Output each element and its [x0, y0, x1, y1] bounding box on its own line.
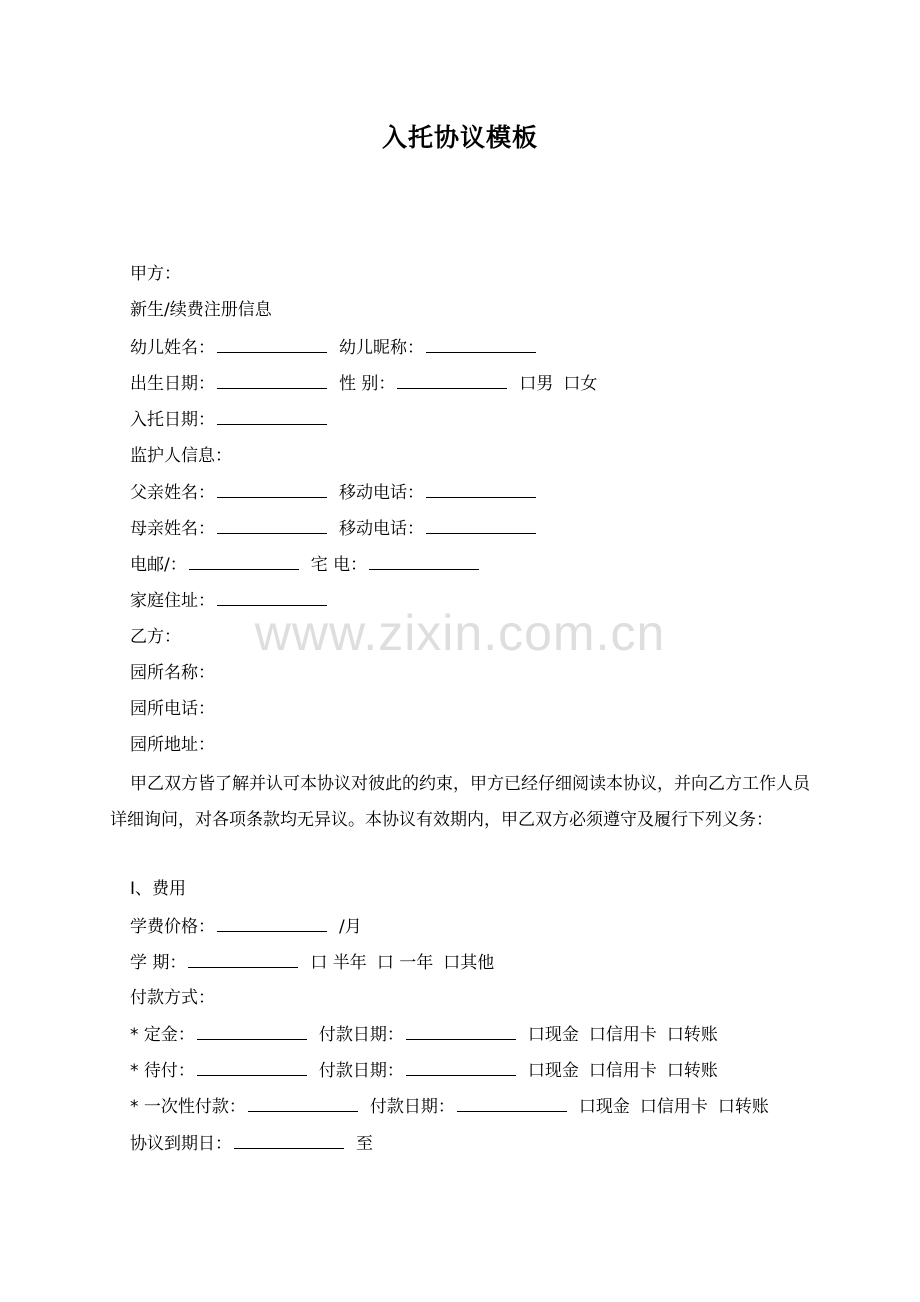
deposit-payment-date-label: 付款日期： — [318, 1025, 404, 1045]
child-name-line — [130, 335, 538, 359]
expiry-field[interactable] — [234, 1131, 344, 1149]
to-label: 至 — [356, 1134, 373, 1154]
child-name-label: 幼儿姓名： — [130, 338, 215, 358]
pending-credit-card-checkbox[interactable]: 口信用卡 — [588, 1061, 657, 1081]
deposit-credit-card-checkbox[interactable]: 口信用卡 — [588, 1025, 657, 1045]
deposit-field[interactable] — [197, 1022, 307, 1040]
birth-date-field[interactable] — [217, 371, 327, 389]
deposit-payment-date-field[interactable] — [406, 1022, 516, 1040]
home-phone-label: 宅 电： — [310, 555, 368, 575]
father-mobile-field[interactable] — [426, 480, 536, 498]
term-line — [130, 950, 494, 974]
child-nickname-label: 幼儿昵称： — [339, 338, 424, 358]
party-a-label: 甲方： — [130, 264, 181, 284]
email-field[interactable] — [189, 552, 299, 570]
lump-sum-cash-checkbox[interactable]: 口现金 — [578, 1097, 630, 1117]
registration-info-heading: 新生/续费注册信息 — [130, 300, 272, 320]
lump-sum-line — [130, 1094, 769, 1118]
father-name-label: 父亲姓名： — [130, 483, 215, 503]
registration-line — [130, 298, 272, 322]
father-line — [130, 480, 538, 504]
child-nickname-field[interactable] — [426, 335, 536, 353]
watermark: www.zixin.com.cn — [254, 605, 666, 661]
deposit-transfer-checkbox[interactable]: 口转账 — [666, 1025, 718, 1045]
term-half-year-checkbox[interactable]: 口 半年 — [310, 953, 367, 973]
pending-payment-date-label: 付款日期： — [318, 1061, 404, 1081]
mother-mobile-label: 移动电话： — [339, 519, 424, 539]
tuition-field[interactable] — [217, 914, 327, 932]
lump-sum-field[interactable] — [248, 1094, 358, 1112]
mother-mobile-field[interactable] — [426, 516, 536, 534]
lump-sum-payment-date-field[interactable] — [457, 1094, 567, 1112]
deposit-cash-checkbox[interactable]: 口现金 — [527, 1025, 579, 1045]
enroll-date-label: 入托日期： — [130, 410, 215, 430]
term-other-checkbox[interactable]: 口其他 — [443, 953, 495, 973]
expiry-line — [130, 1131, 373, 1155]
mother-name-label: 母亲姓名： — [130, 519, 215, 539]
lump-sum-payment-date-label: 付款日期： — [369, 1097, 455, 1117]
school-address-line — [130, 733, 215, 757]
tuition-label: 学费价格： — [130, 917, 215, 937]
tuition-line — [130, 914, 362, 938]
father-mobile-label: 移动电话： — [339, 483, 424, 503]
party-a-line — [130, 262, 181, 286]
lump-sum-credit-card-checkbox[interactable]: 口信用卡 — [639, 1097, 708, 1117]
payment-method-label: 付款方式： — [130, 988, 215, 1008]
pending-field[interactable] — [197, 1058, 307, 1076]
lump-sum-transfer-checkbox[interactable]: 口转账 — [717, 1097, 769, 1117]
payment-method-line — [130, 986, 215, 1010]
pending-transfer-checkbox[interactable]: 口转账 — [666, 1061, 718, 1081]
father-name-field[interactable] — [217, 480, 327, 498]
expiry-label: 协议到期日： — [130, 1134, 232, 1154]
enroll-date-line — [130, 407, 329, 431]
lump-sum-label: * 一次性付款： — [130, 1097, 246, 1117]
term-one-year-checkbox[interactable]: 口 一年 — [376, 953, 434, 973]
party-b-label: 乙方： — [130, 627, 181, 647]
gender-label: 性 别： — [339, 374, 396, 394]
school-address-label: 园所地址： — [130, 735, 215, 755]
per-month-label: /月 — [339, 917, 362, 937]
term-label: 学 期： — [130, 953, 187, 973]
birth-date-label: 出生日期： — [130, 374, 215, 394]
gender-field[interactable] — [397, 371, 507, 389]
mother-line — [130, 516, 538, 540]
email-phone-line — [130, 552, 481, 576]
address-label: 家庭住址： — [130, 591, 215, 611]
gender-male-checkbox[interactable]: 口男 — [519, 374, 554, 394]
fees-section-line — [130, 877, 186, 901]
enroll-date-field[interactable] — [217, 407, 327, 425]
child-name-field[interactable] — [217, 335, 327, 353]
guardian-info-heading: 监护人信息： — [130, 446, 232, 466]
party-b-line — [130, 625, 181, 649]
school-name-line — [130, 661, 215, 685]
mother-name-field[interactable] — [217, 516, 327, 534]
home-phone-field[interactable] — [369, 552, 479, 570]
pending-line — [130, 1058, 718, 1082]
agreement-paragraph: 甲乙双方皆了解并认可本协议对彼此的约束，甲方已经仔细阅读本协议，并向乙方工作人员详细询问，对各项条款均无异议。本协议有效期内，甲乙双方必须遵守及履行下列义务： — [110, 774, 810, 830]
term-field[interactable] — [188, 950, 298, 968]
deposit-line — [130, 1022, 718, 1046]
deposit-label: * 定金： — [130, 1025, 195, 1045]
gender-female-checkbox[interactable]: 口女 — [563, 374, 598, 394]
school-phone-label: 园所电话： — [130, 699, 215, 719]
pending-label: * 待付： — [130, 1061, 195, 1081]
email-label: 电邮/： — [130, 555, 187, 575]
school-phone-line — [130, 697, 215, 721]
school-name-label: 园所名称： — [130, 663, 215, 683]
pending-payment-date-field[interactable] — [406, 1058, 516, 1076]
address-field[interactable] — [217, 588, 327, 606]
guardian-line — [130, 444, 232, 468]
section-fees-heading: Ⅰ、费用 — [130, 879, 187, 899]
pending-cash-checkbox[interactable]: 口现金 — [527, 1061, 579, 1081]
address-line — [130, 588, 329, 612]
page-title: 入托协议模板 — [381, 123, 538, 152]
birth-gender-line — [130, 371, 597, 395]
